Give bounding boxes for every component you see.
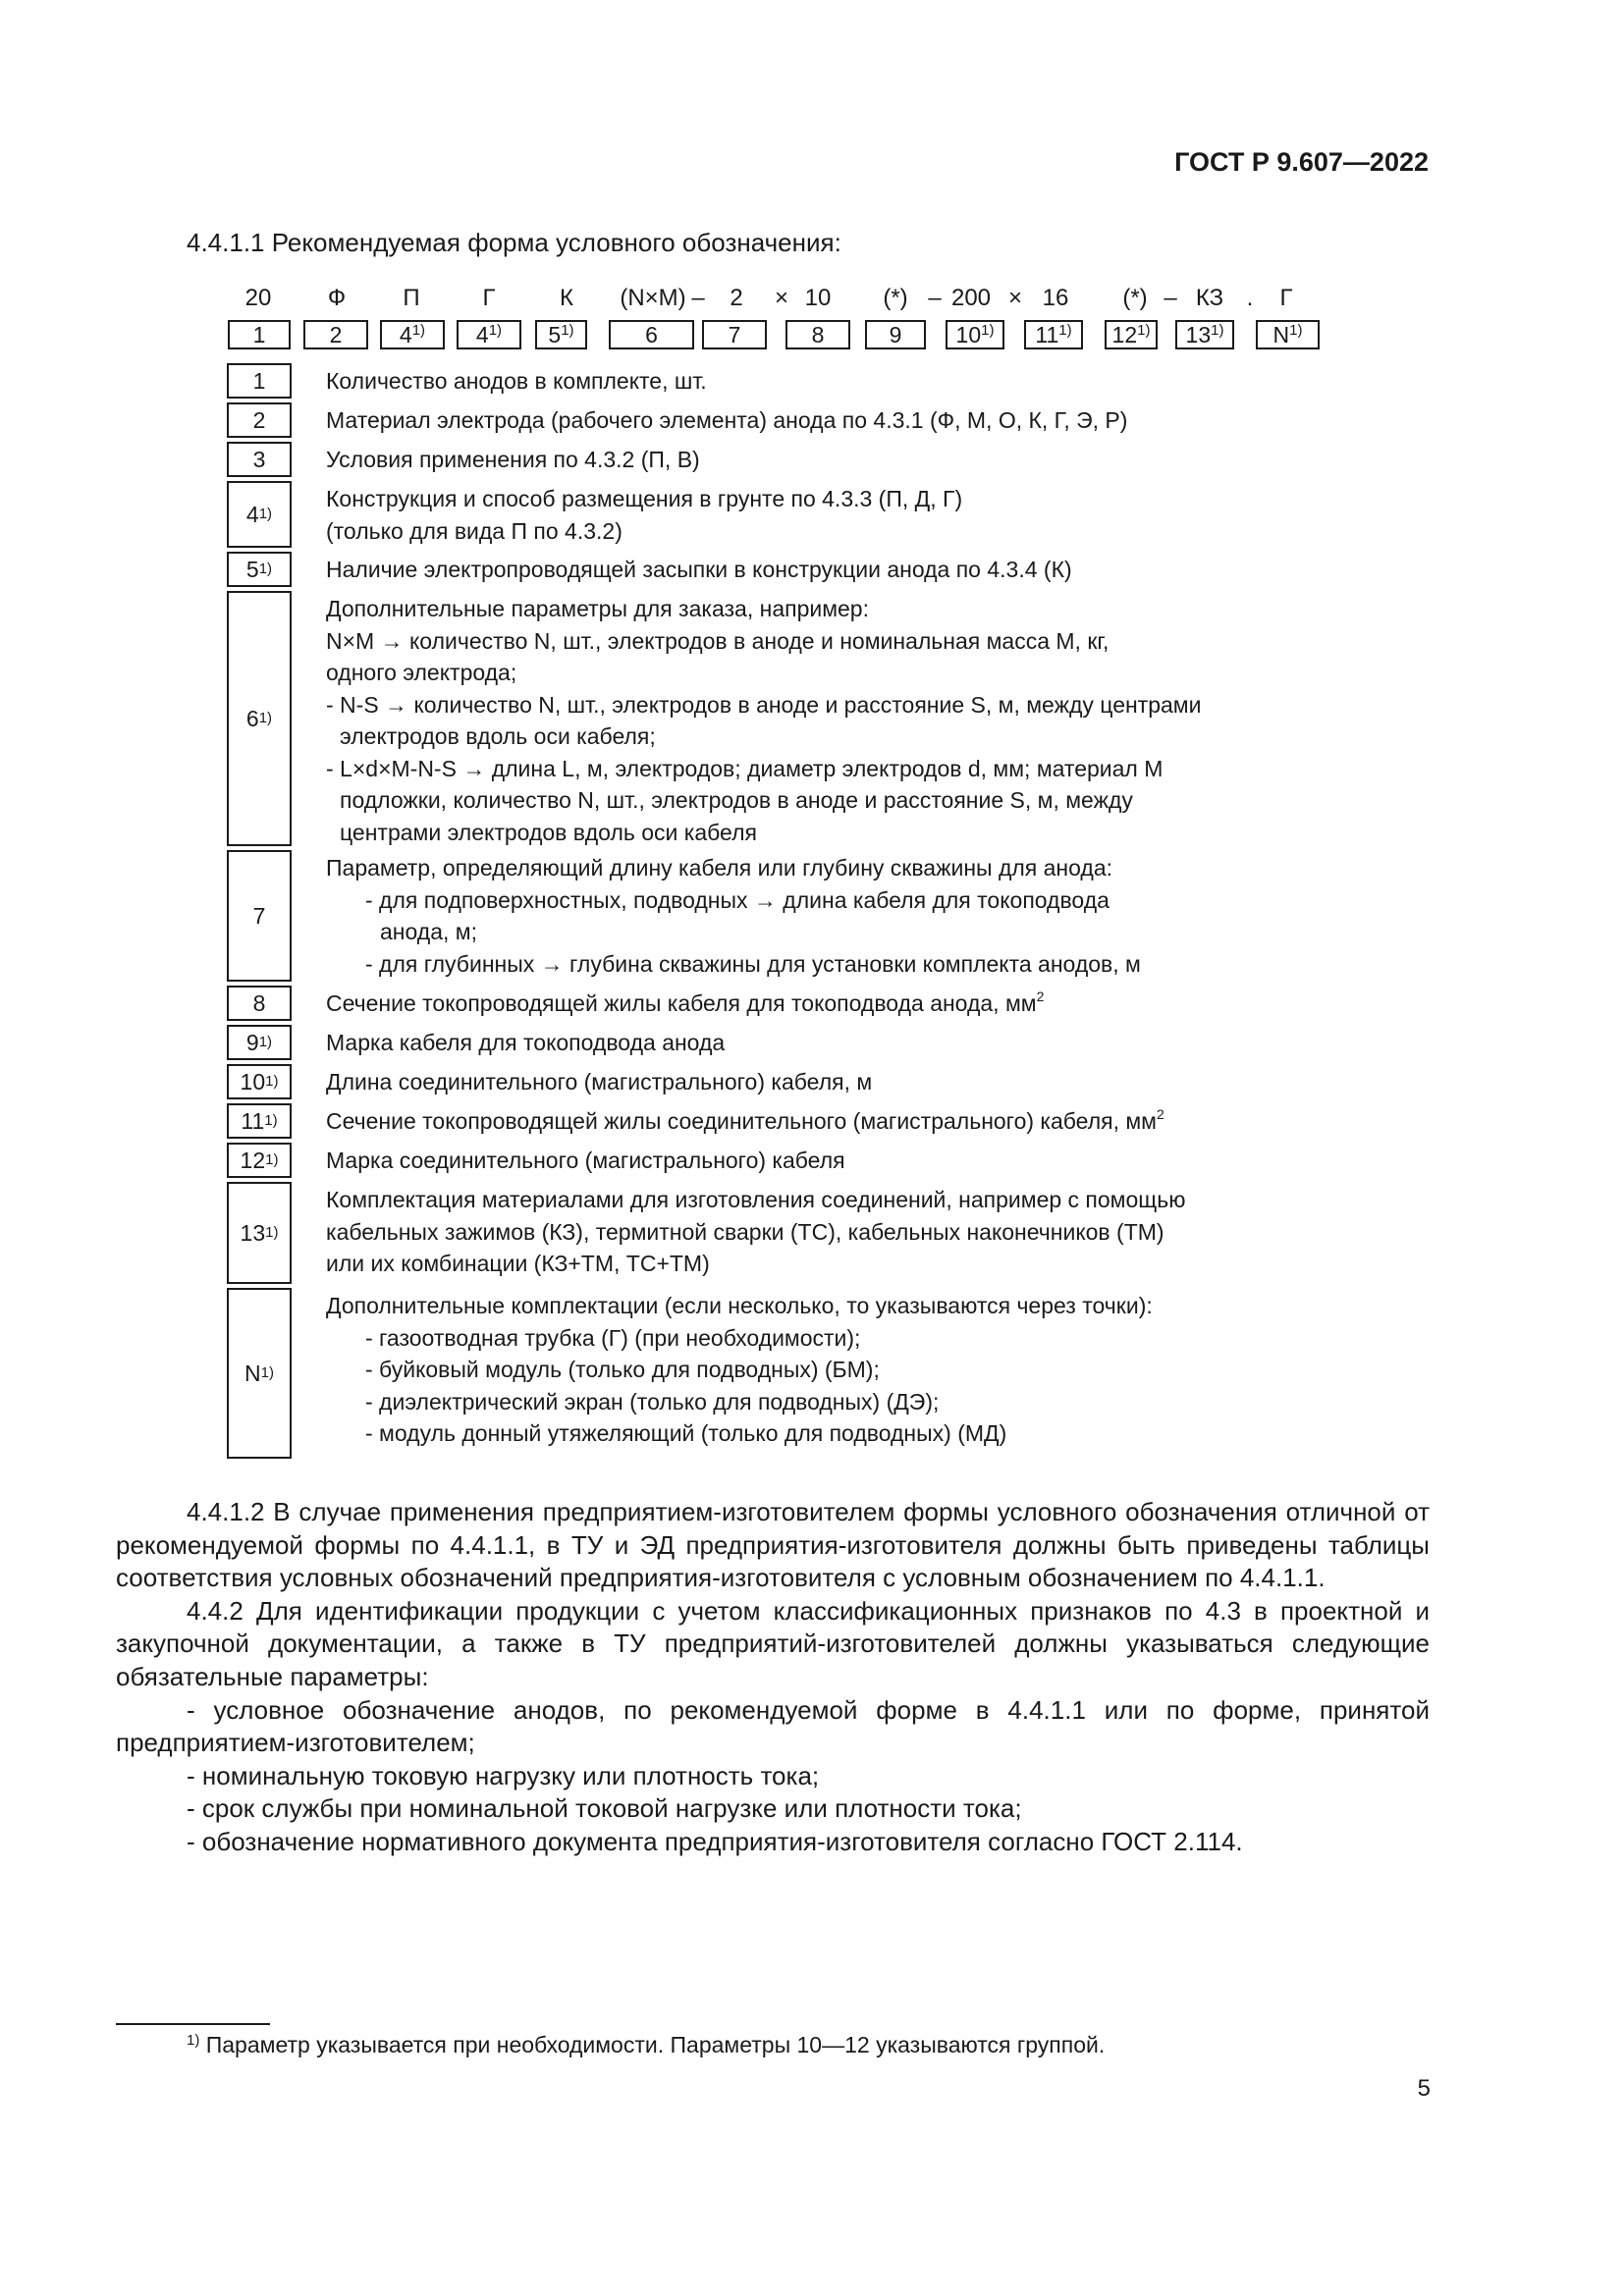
description-text: - N-S → количество N, шт., электродов в аноде и расстояние S, м, между центрами xyxy=(326,691,1202,718)
description-line xyxy=(326,988,1337,1020)
legend-number-box: 13 1) xyxy=(227,1182,292,1284)
legend-number: 10 xyxy=(240,1068,266,1095)
page-number: 5 xyxy=(1417,2075,1431,2102)
position-box xyxy=(228,320,291,349)
position-box xyxy=(702,320,767,349)
legend-number-box: N 1) xyxy=(227,1288,292,1459)
description-text: центрами электродов вдоль оси кабеля xyxy=(340,819,757,845)
description-text: Дополнительные комплектации (если несколько, то указываются через точки): xyxy=(326,1293,1153,1318)
legend-number: 8 xyxy=(252,989,266,1016)
position-box xyxy=(1105,320,1158,349)
position-number: 11 xyxy=(1035,322,1059,347)
legend-number-box: 9 1) xyxy=(227,1025,292,1060)
description-line xyxy=(326,657,1337,689)
description-text: - для глубинных → глубина скважины для установки комплекта анодов, м xyxy=(365,950,1141,977)
position-box xyxy=(457,320,521,349)
designation-token: К xyxy=(560,285,573,311)
unit-superscript: 2 xyxy=(1036,988,1045,1004)
body-text xyxy=(116,1496,1430,1859)
description-text: анода, м; xyxy=(380,919,477,944)
position-number: 4 xyxy=(475,322,489,347)
description-line xyxy=(326,721,1337,753)
designation-token: 20 xyxy=(244,285,272,311)
position-box xyxy=(609,320,694,349)
position-number: 4 xyxy=(399,322,412,347)
designation-token: 200 xyxy=(950,285,992,311)
position-box xyxy=(303,320,368,349)
description-text: подложки, количество N, шт., электродов в аноде и расстояние S, м, между xyxy=(340,787,1133,813)
list-item: - условное обозначение анодов, по рекомендуемой форме в 4.4.1.1 или по форме, принятой предприятием-изготовителем; xyxy=(116,1694,1430,1758)
legend-description xyxy=(326,1066,1337,1098)
legend-number-box: 10 1) xyxy=(227,1064,292,1099)
description-text: Сечение токопроводящей жилы кабеля для токоподвода анода, мм xyxy=(326,990,1037,1016)
position-box xyxy=(1024,320,1083,349)
description-line xyxy=(326,1105,1337,1138)
description-line xyxy=(326,852,1337,884)
footnote-ref: 1) xyxy=(1137,322,1151,339)
footnote-ref: 1) xyxy=(488,322,503,339)
footnote-ref: 1) xyxy=(411,322,426,339)
description-text: (только для вида П по 4.3.2) xyxy=(326,517,623,544)
position-box xyxy=(380,320,445,349)
legend-description xyxy=(326,444,1337,476)
footnote-ref: 1) xyxy=(981,322,995,339)
description-text: - диэлектрический экран (только для подводных) (ДЭ); xyxy=(365,1388,940,1415)
legend-number: N xyxy=(244,1360,261,1386)
legend-number: 7 xyxy=(252,902,266,929)
legend-number-box: 5 1) xyxy=(227,552,292,587)
description-text: Количество анодов в комплекте, шт. xyxy=(326,368,707,394)
designation-token: Ф xyxy=(327,285,347,311)
description-line xyxy=(326,1322,1337,1355)
description-line xyxy=(326,1290,1337,1322)
description-line xyxy=(326,1354,1337,1386)
legend-number: 9 xyxy=(245,1029,259,1055)
legend-number-box xyxy=(227,363,292,399)
description-text: Конструкция и способ размещения в грунте по 4.3.3 (П, Д, Г) xyxy=(326,486,963,511)
clause-title: 4.4.1.1 Рекомендуемая форма условного обозначения: xyxy=(187,228,841,257)
description-text: - буйковый модуль (только для подводных) (БМ); xyxy=(365,1357,880,1382)
description-line xyxy=(326,483,1337,515)
description-text: электродов вдоль оси кабеля; xyxy=(340,723,656,749)
legend-number: 1 xyxy=(252,367,266,394)
description-line xyxy=(326,1145,1337,1177)
position-box xyxy=(1175,320,1234,349)
paragraph: 4.4.1.2 В случае применения предприятием-изготовителем формы условного обозначения отличной от рекомендуемой формы по 4.4.1.1, в ТУ и ЭД предприятия-изготовителя должны быть приведены таблицы соответствия условных обозначений предприятия-изготовителя с условным обозначением по 4.4.1.1. xyxy=(116,1497,1430,1593)
position-number: N xyxy=(1272,322,1290,347)
description-line xyxy=(326,515,1337,548)
position-box xyxy=(865,320,926,349)
description-text: Материал электрода (рабочего элемента) анода по 4.3.1 (Ф, М, О, К, Г, Э, Р) xyxy=(326,407,1128,433)
description-text: или их комбинации (КЗ+ТМ, ТС+ТМ) xyxy=(326,1251,710,1276)
legend-description xyxy=(326,988,1337,1020)
description-line xyxy=(326,884,1337,917)
footnote-ref: 1) xyxy=(1289,322,1303,339)
description-text: - для подповерхностных, подводных → длина кабеля для токоподвода xyxy=(365,886,1110,913)
description-line xyxy=(326,784,1337,817)
designation-token: КЗ xyxy=(1195,285,1224,311)
description-line xyxy=(326,554,1337,586)
legend-number: 2 xyxy=(252,406,266,433)
description-line xyxy=(326,689,1337,721)
footnote-ref: 1) xyxy=(561,322,574,339)
legend-number-box: 11 1) xyxy=(227,1103,292,1139)
designation-token: Г xyxy=(1279,285,1293,311)
document-code: ГОСТ Р 9.607—2022 xyxy=(1174,147,1429,177)
description-text: Параметр, определяющий длину кабеля или глубину скважины для анода: xyxy=(326,855,1113,881)
position-number: 9 xyxy=(889,322,902,347)
description-text: Условия применения по 4.3.2 (П, В) xyxy=(326,447,700,472)
description-text: - модуль донный утяжеляющий (только для подводных) (МД) xyxy=(365,1420,1007,1446)
legend-number-box: 12 1) xyxy=(227,1143,292,1178)
description-line xyxy=(326,365,1337,398)
legend-description xyxy=(326,483,1337,547)
description-text: одного электрода; xyxy=(326,660,517,685)
description-line xyxy=(326,1216,1337,1249)
description-text: Дополнительные параметры для заказа, например: xyxy=(326,596,869,621)
description-line xyxy=(326,948,1337,981)
legend-description xyxy=(326,1105,1337,1138)
position-number: 1 xyxy=(252,322,266,347)
position-number: 5 xyxy=(548,322,562,347)
legend-number-box xyxy=(227,850,292,982)
legend-description xyxy=(326,593,1337,848)
description-text: Сечение токопроводящей жилы соединительного (магистрального) кабеля, мм xyxy=(326,1108,1157,1134)
designation-token: 16 xyxy=(1042,285,1069,311)
legend-number-box xyxy=(227,442,292,477)
description-text: Наличие электропроводящей засыпки в конструкции анода по 4.3.4 (К) xyxy=(326,557,1072,582)
legend-number-box: 6 1) xyxy=(227,591,292,846)
description-text: - L×d×M-N-S → длина L, м, электродов; диаметр электродов d, мм; материал M xyxy=(326,755,1164,781)
position-number: 8 xyxy=(811,322,825,347)
legend-description xyxy=(326,1290,1337,1450)
description-text: Комплектация материалами для изготовления соединений, например с помощью xyxy=(326,1187,1186,1212)
legend-number-box xyxy=(227,986,292,1021)
legend-number-box: 4 1) xyxy=(227,481,292,548)
position-box xyxy=(946,320,1004,349)
unit-superscript: 2 xyxy=(1157,1106,1164,1122)
position-box xyxy=(785,320,850,349)
description-text: Длина соединительного (магистрального) кабеля, м xyxy=(326,1069,873,1095)
legend-number: 6 xyxy=(245,705,259,731)
position-number: 6 xyxy=(645,322,658,347)
position-number: 12 xyxy=(1111,322,1138,347)
description-text: кабельных зажимов (КЗ), термитной сварки (ТС), кабельных наконечников (ТМ) xyxy=(326,1218,1164,1245)
designation-token: × xyxy=(774,285,789,311)
description-line xyxy=(326,1386,1337,1418)
description-line xyxy=(326,1027,1337,1059)
designation-token: × xyxy=(1007,285,1023,311)
legend-description xyxy=(326,1027,1337,1059)
description-line xyxy=(326,1066,1337,1098)
legend-number: 12 xyxy=(240,1147,266,1173)
position-box xyxy=(1256,320,1320,349)
description-line xyxy=(326,593,1337,625)
description-text: - газоотводная трубка (Г) (при необходимости); xyxy=(365,1324,861,1351)
footnote-ref: 1) xyxy=(1058,322,1072,339)
legend-description xyxy=(326,1184,1337,1280)
designation-token: – xyxy=(691,285,705,311)
description-text: N×M → количество N, шт., электродов в аноде и номинальная масса M, кг, xyxy=(326,627,1110,654)
legend-number: 3 xyxy=(252,446,266,472)
description-line xyxy=(326,1248,1337,1280)
position-number: 2 xyxy=(329,322,343,347)
description-text: Марка соединительного (магистрального) кабеля xyxy=(326,1148,845,1173)
description-line xyxy=(326,1417,1337,1450)
designation-form xyxy=(0,285,1624,363)
list-item: - обозначение нормативного документа предприятия-изготовителя согласно ГОСТ 2.114. xyxy=(187,1826,1243,1856)
description-text: Марка кабеля для токоподвода анода xyxy=(326,1030,726,1055)
list-item: - срок службы при номинальной токовой нагрузке или плотности тока; xyxy=(187,1793,1022,1824)
description-line xyxy=(326,817,1337,849)
description-line xyxy=(326,444,1337,476)
position-number: 13 xyxy=(1185,322,1212,347)
legend-description xyxy=(326,554,1337,586)
footnote-ref: 1) xyxy=(1211,322,1224,339)
legend-description xyxy=(326,404,1337,437)
designation-token: . xyxy=(1246,285,1254,311)
legend-number-box xyxy=(227,402,292,438)
legend-description xyxy=(326,1145,1337,1177)
description-line xyxy=(326,1184,1337,1216)
legend-number: 4 xyxy=(245,501,259,527)
footnote-rule xyxy=(116,2023,270,2025)
paragraph: 4.4.2 Для идентификации продукции с учетом классификационных признаков по 4.3 в проектной и закупочной документации, а также в ТУ предприятий-изготовителей должны указываться следующие обязательные параметры: xyxy=(116,1595,1430,1691)
designation-token: (*) xyxy=(883,285,908,311)
footnote-mark: 1) xyxy=(187,2032,200,2049)
designation-token: – xyxy=(928,285,942,311)
position-number: 7 xyxy=(728,322,741,347)
legend-number: 11 xyxy=(241,1107,265,1134)
position-box xyxy=(535,320,587,349)
description-line xyxy=(326,625,1337,658)
legend-description xyxy=(326,852,1337,980)
legend-number: 13 xyxy=(240,1219,266,1246)
designation-token: Г xyxy=(482,285,496,311)
description-line xyxy=(326,404,1337,437)
designation-token: (N×M) xyxy=(620,285,686,311)
designation-token: – xyxy=(1164,285,1177,311)
designation-token: П xyxy=(403,285,420,311)
designation-token: 2 xyxy=(730,285,743,311)
description-line xyxy=(326,753,1337,785)
position-number: 10 xyxy=(955,322,982,347)
legend-number: 5 xyxy=(245,556,259,582)
description-line xyxy=(326,916,1337,948)
designation-token: 10 xyxy=(804,285,832,311)
footnote-text: Параметр указывается при необходимости. Параметры 10—12 указываются группой. xyxy=(205,2032,1106,2057)
list-item: - номинальную токовую нагрузку или плотность тока; xyxy=(187,1760,820,1790)
legend-description xyxy=(326,365,1337,398)
footnote xyxy=(187,2032,1105,2058)
designation-token: (*) xyxy=(1122,285,1148,311)
